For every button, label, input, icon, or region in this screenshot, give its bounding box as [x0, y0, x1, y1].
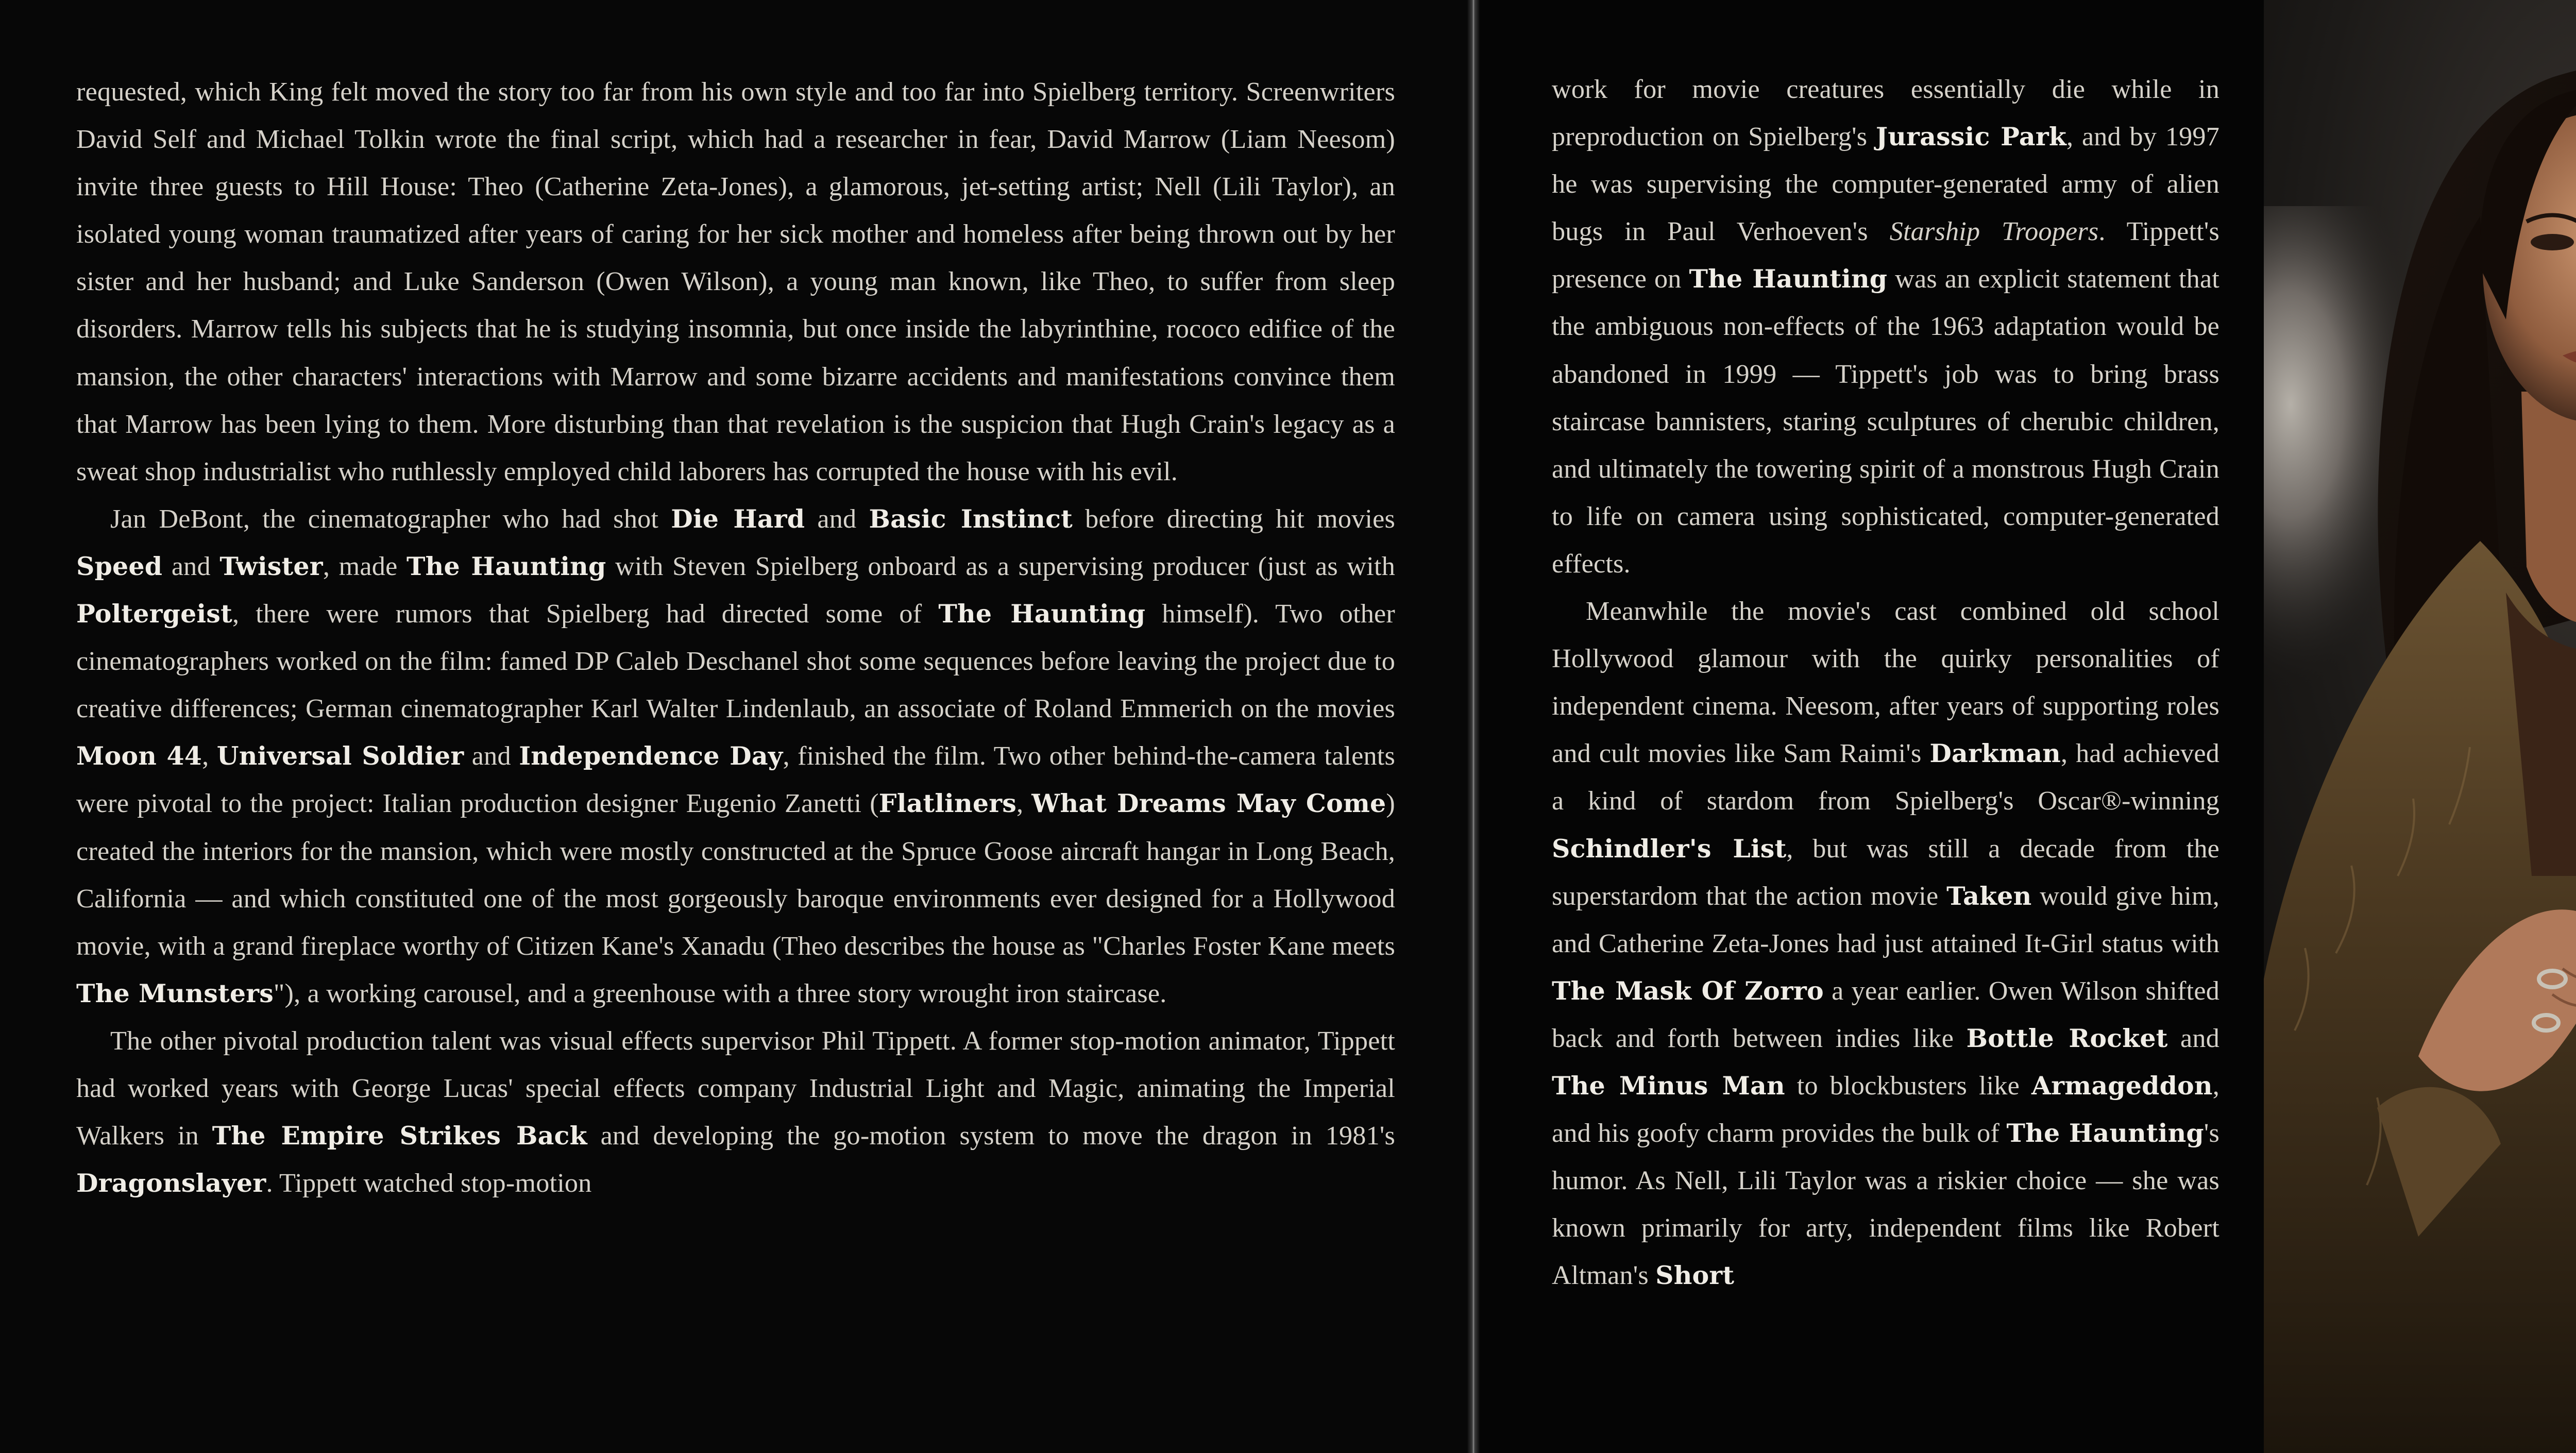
film-title: Starship Troopers	[1889, 216, 2099, 247]
film-title: Twister	[219, 551, 323, 581]
film-title: Speed	[76, 551, 163, 581]
film-title: Armageddon	[2031, 1070, 2213, 1101]
paragraph: Jan DeBont, the cinematographer who had shot Die Hard and Basic Instinct before directing hit movies Speed and Twister, made The Haunting with Steven Spielberg onboard as a supervising producer (just as with Poltergeist, there were rumors that Spielberg had directed some of The Haunting himself). Two other cinematographers worked on the film: famed DP Caleb Deschanel shot some sequences before leaving the project due to creative differences; German cinematographer Karl Walter Lindenlaub, an associate of Roland Emmerich on the movies Moon 44, Universal Soldier and Independence Day, finished the film. Two other behind-the-camera talents were pivotal to the project: Italian production designer Eugenio Zanetti (Flatliners, What Dreams May Come) created the interiors for the mansion, which were mostly constructed at the Spruce Goose aircraft hangar in Long Beach, California — and which constituted one of the most gorgeously baroque environments ever designed for a Hollywood movie, with a grand fireplace worthy of Citizen Kane's Xanadu (Theo describes the house as "Charles Foster Kane meets The Munsters"), a working carousel, and a greenhouse with a three story wrought iron staircase.	[76, 503, 1396, 1008]
film-title: The Minus Man	[1552, 1070, 1785, 1101]
film-title: The Haunting	[2006, 1118, 2204, 1148]
film-title: Schindler's List	[1552, 833, 1787, 864]
film-title: Moon 44	[76, 741, 202, 771]
film-title: The Haunting	[1689, 264, 1888, 294]
film-title: Dragonslayer	[76, 1168, 266, 1198]
film-title: Jurassic Park	[1875, 122, 2067, 152]
film-title: Basic Instinct	[869, 503, 1073, 534]
film-title: The Mask Of Zorro	[1552, 975, 1824, 1006]
right-page	[1480, 0, 2576, 1453]
portrait-photo	[2264, 0, 2576, 1453]
film-title: Taken	[1946, 881, 2032, 911]
film-title: What Dreams May Come	[1031, 788, 1386, 819]
film-title: The Empire Strikes Back	[212, 1121, 587, 1151]
film-title: Darkman	[1929, 738, 2061, 769]
film-title: Independence Day	[519, 741, 783, 771]
film-title: Universal Soldier	[216, 741, 464, 771]
paragraph: work for movie creatures essentially die while in preproduction on Spielberg's Jurassic Park, and by 1997 he was supervising the computer-generated army of alien bugs in Paul Verhoeven's Starship Troopers. Tippett's presence on The Haunting was an explicit statement that the ambiguous non-effects of the 1963 adaptation would be abandoned in 1999 — Tippett's job was to bring brass staircase bannisters, staring sculptures of cherubic children, and ultimately the towering spirit of a monstrous Hugh Crain to life on camera using sophisticated, computer-generated effects.	[1552, 74, 2220, 579]
film-title: The Munsters	[76, 978, 274, 1008]
portrait-illustration	[2264, 0, 2576, 1453]
right-page-text	[1552, 65, 2219, 1299]
film-title: The Haunting	[406, 551, 606, 581]
film-title: Poltergeist	[76, 599, 232, 629]
left-page-text	[76, 68, 1395, 1207]
film-title: Flatliners	[878, 788, 1016, 819]
paragraph: The other pivotal production talent was visual effects supervisor Phil Tippett. A former stop-motion animator, Tippett had worked years with George Lucas' special effects company Industrial Light and Magic, animating the Imperial Walkers in The Empire Strikes Back and developing the go-motion system to move the dragon in 1981's Dragonslayer. Tippett watched stop-motion	[76, 1025, 1395, 1198]
paragraph: Meanwhile the movie's cast combined old school Hollywood glamour with the quirky personalities of independent cinema. Neesom, after years of supporting roles and cult movies like Sam Raimi's Darkman, had achieved a kind of stardom from Spielberg's Oscar®-winning Schindler's List, but was still a decade from the superstardom that the action movie Taken would give him, and Catherine Zeta-Jones had just attained It-Girl status with The Mask Of Zorro a year earlier. Owen Wilson shifted back and forth between indies like Bottle Rocket and The Minus Man to blockbusters like Armageddon, and his goofy charm provides the bulk of The Haunting's humor. As Nell, Lili Taylor was a riskier choice — she was known primarily for arty, independent films like Robert Altman's Short	[1552, 596, 2220, 1291]
film-title: Bottle Rocket	[1966, 1023, 2168, 1053]
film-title: The Haunting	[938, 599, 1146, 629]
film-title: Die Hard	[671, 503, 805, 534]
film-title: Short	[1655, 1260, 1735, 1291]
paragraph: requested, which King felt moved the story too far from his own style and too far into Spielberg territory. Screenwriters David Self and Michael Tolkin wrote the final script, which had a researcher in fear, David Marrow (Liam Neesom) invite three guests to Hill House: Theo (Catherine Zeta-Jones), a glamorous, jet-setting artist; Nell (Lili Taylor), an isolated young woman traumatized after years of caring for her sick mother and homeless after being thrown out by her sister and her husband; and Luke Sanderson (Owen Wilson), a young man known, like Theo, to suffer from sleep disorders. Marrow tells his subjects that he is studying insomnia, but once inside the labyrinthine, rococo edifice of the mansion, the other characters' interactions with Marrow and some bizarre accidents and manifestations convince them that Marrow has been lying to them. More disturbing than that revelation is the suspicion that Hugh Crain's legacy as a sweat shop industrialist who ruthlessly employed child laborers has corrupted the house with his evil.	[76, 77, 1395, 486]
book-spine	[1467, 0, 1480, 1453]
